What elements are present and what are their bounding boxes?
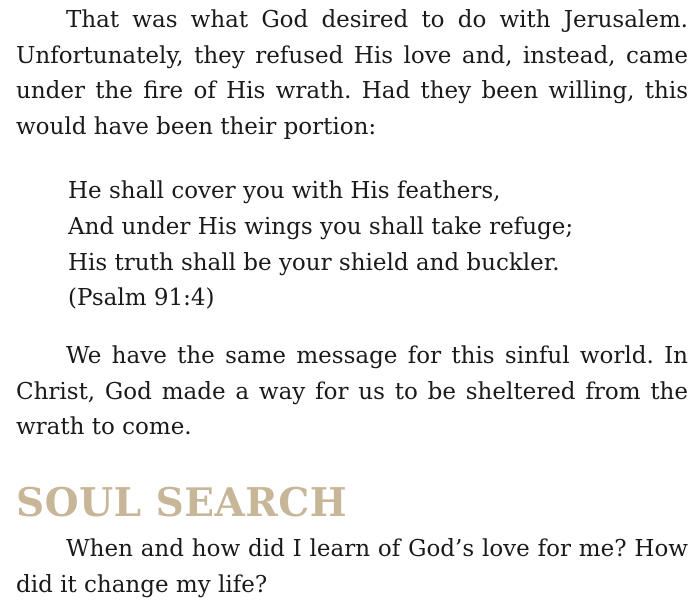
paragraph-soul-search [16, 532, 688, 603]
scripture-quote [68, 174, 668, 317]
paragraph-jerusalem [16, 3, 688, 145]
quote-line-3: His truth shall be your shield and buckler. [68, 249, 560, 276]
paragraph-jerusalem-text: That was what God desired to do with Jerusalem. Unfortunately, they refused His love and, instead, came under the fire of His wrath. Had they been willing, this would have been their portion: [16, 7, 688, 140]
paragraph-message-text: We have the same message for this sinful world. In Christ, God made a way for us to be sheltered from the wrath to come. [16, 343, 688, 440]
quote-reference: (Psalm 91:4) [68, 285, 215, 312]
quote-line-2: And under His wings you shall take refuge; [68, 213, 574, 240]
paragraph-message [16, 339, 688, 446]
quote-line-1: He shall cover you with His feathers, [68, 178, 501, 204]
paragraph-soul-search-text: When and how did I learn of God’s love for me? How did it change my life? [16, 536, 688, 598]
section-heading: SOUL SEARCH [16, 480, 348, 526]
